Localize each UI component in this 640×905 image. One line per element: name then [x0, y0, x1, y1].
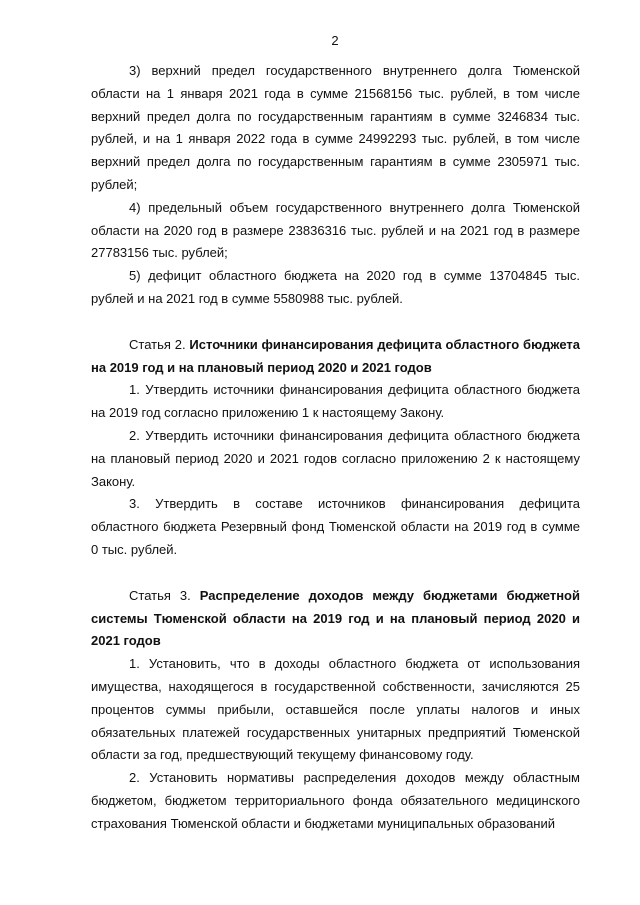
article-2-item: 2. Утвердить источники финансирования дефицита областного бюджета на плановый период 2020 и 2021 годов согласно приложению 2 к настоящему Закону.: [91, 427, 580, 489]
list-item: 3) верхний предел государственного внутреннего долга Тюменской области на 1 января 2021 года в сумме 21568156 тыс. рублей, в том числе верхний предел долга по государственным гарантиям в сумме 3246834 тыс. рублей, и на 1 января 2022 года в сумме 24992293 тыс. рублей, в том числе верхний предел долга по государственным гарантиям в сумме 2305971 тыс. рублей;: [91, 63, 580, 192]
spacer: [91, 562, 580, 585]
article-3-item: 2. Установить нормативы распределения доходов между областным бюджетом, бюджетом территориального фонда обязательного медицинского страхования Тюменской области и бюджетами муниципальных образований: [91, 770, 580, 831]
article-2-heading: [91, 334, 580, 380]
document-body: [91, 60, 580, 836]
article-3-title: Распределение доходов между бюджетами бюджетной системы Тюменской области на 2019 год и на плановый период 2020 и 2021 годов: [91, 587, 580, 649]
article-3-prefix: Статья 3.: [129, 587, 200, 603]
article-2-item: 3. Утвердить в составе источников финансирования дефицита областного бюджета Резервный фонд Тюменской области на 2019 год в сумме 0 тыс. рублей.: [91, 496, 580, 557]
list-item: 4) предельный объем государственного внутреннего долга Тюменской области на 2020 год в размере 23836316 тыс. рублей и на 2021 год в размере 27783156 тыс. рублей;: [91, 199, 580, 261]
article-3-heading: [91, 585, 580, 653]
article-2-prefix: Статья 2.: [129, 336, 190, 352]
article-2-title: Источники финансирования дефицита областного бюджета на 2019 год и на плановый период 2020 и 2021 годов: [91, 336, 580, 375]
spacer: [91, 311, 580, 334]
list-item: 5) дефицит областного бюджета на 2020 год в сумме 13704845 тыс. рублей и на 2021 год в сумме 5580988 тыс. рублей.: [91, 268, 580, 306]
article-2-item: 1. Утвердить источники финансирования дефицита областного бюджета на 2019 год согласно приложению 1 к настоящему Закону.: [91, 382, 580, 421]
article-3-item: 1. Установить, что в доходы областного бюджета от использования имущества, находящегося в государственной собственности, зачисляются 25 процентов суммы прибыли, оставшейся после уплаты налогов и иных обязательных платежей государственных унитарных предприятий Тюменской области за год, предшествующий текущему финансовому году.: [91, 656, 580, 763]
page-number: 2: [331, 33, 339, 48]
